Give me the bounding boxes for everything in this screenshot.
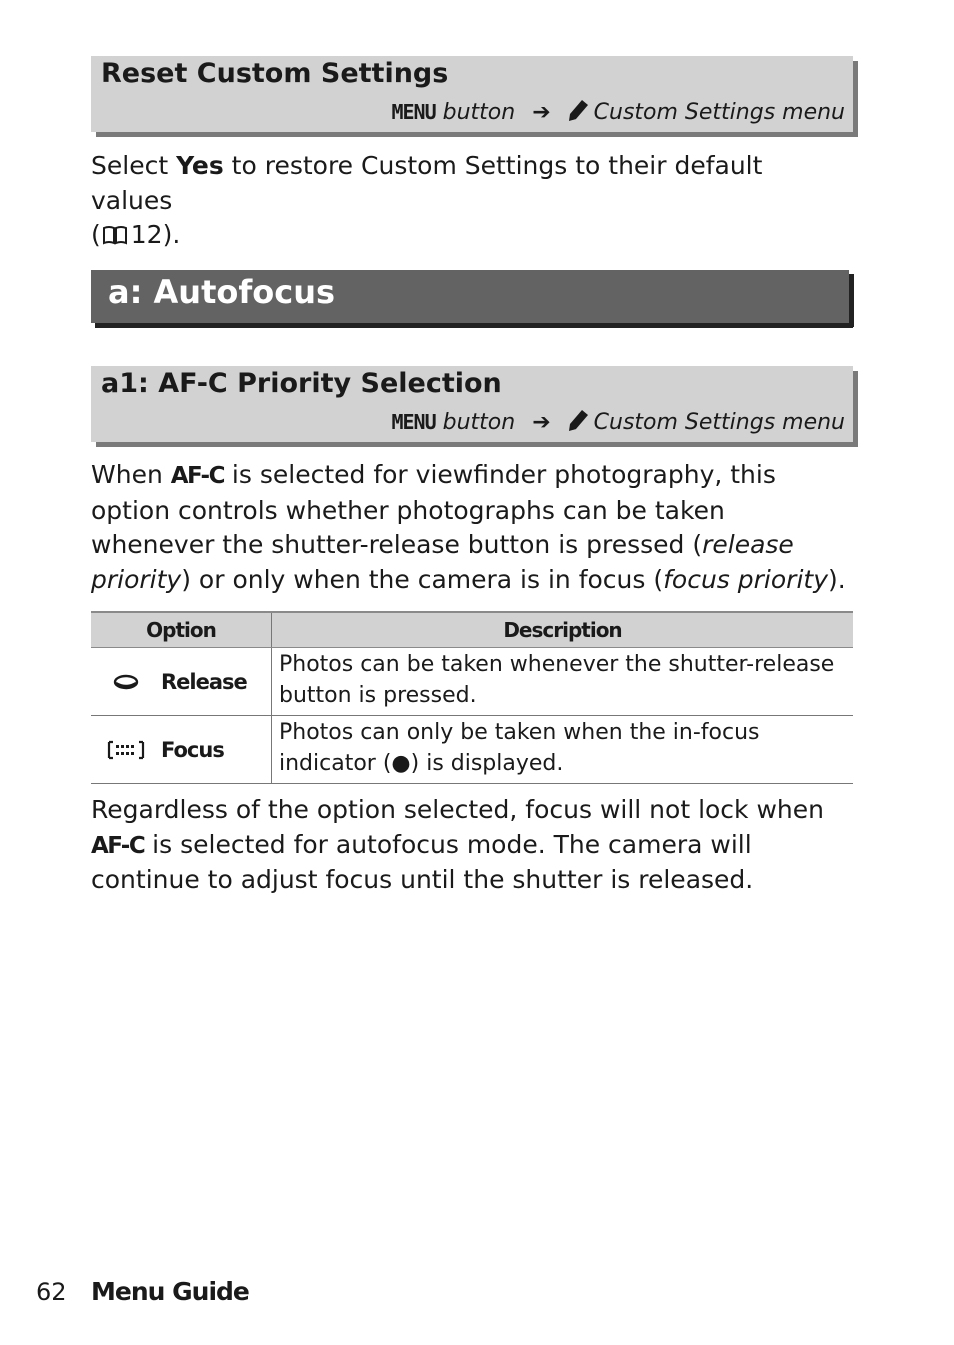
arrow-icon: ➔	[532, 410, 551, 435]
reset-description	[91, 149, 851, 255]
section-title: a1: AF-C Priority Selection	[101, 368, 502, 399]
options-table	[91, 611, 853, 784]
focus-icon	[91, 740, 161, 760]
text: ) is displayed.	[410, 751, 564, 776]
a1-intro	[91, 458, 856, 597]
page-number: 62	[36, 1278, 67, 1306]
menu-path-button-text: button	[442, 100, 516, 125]
in-focus-indicator-icon: ●	[391, 751, 411, 776]
af-c-label: AF-C	[91, 832, 145, 859]
chapter-bar	[91, 270, 849, 323]
pencil-icon	[568, 408, 590, 438]
menu-path-name: Custom Settings menu	[593, 410, 845, 435]
af-c-label: AF-C	[170, 463, 224, 489]
description-cell	[272, 716, 854, 784]
option-name: Focus	[161, 737, 224, 762]
book-icon	[102, 220, 128, 255]
text: ).	[162, 220, 181, 250]
release-priority-term: release priority	[91, 530, 794, 594]
menu-path	[391, 98, 845, 128]
a1-outro	[91, 793, 856, 898]
yes-label: Yes	[176, 151, 224, 180]
text: Select	[91, 151, 177, 180]
section-title: Reset Custom Settings	[101, 58, 449, 89]
column-header-description: Description	[272, 612, 854, 648]
option-cell	[91, 716, 272, 784]
table-header-row	[91, 612, 853, 648]
section-header-reset	[91, 56, 853, 132]
arrow-icon: ➔	[532, 100, 551, 125]
text: to restore Custom Settings to their default values	[91, 151, 763, 215]
menu-button-label: MENU	[391, 100, 436, 124]
release-icon	[91, 674, 161, 690]
menu-path-button-text: button	[442, 410, 516, 435]
menu-path	[391, 408, 845, 438]
focus-priority-term: focus priority	[663, 564, 828, 594]
page-reference[interactable]: 12	[130, 220, 163, 250]
option-cell	[91, 648, 272, 716]
option-name: Release	[161, 669, 247, 694]
text: ) or only when the camera is in focus (	[181, 564, 664, 594]
description-cell: Photos can be taken whenever the shutter-release button is pressed.	[272, 648, 854, 716]
table-row	[91, 716, 853, 784]
text: (	[91, 220, 101, 250]
section-header-a1	[91, 366, 853, 442]
text: Photos can only be taken when the in-focus indicator (	[279, 720, 760, 776]
chapter-title: a: Autofocus	[108, 273, 336, 311]
column-header-option: Option	[91, 612, 272, 648]
footer-title: Menu Guide	[91, 1277, 249, 1306]
text: is selected for viewfinder photography, this option controls whether photographs can be taken whenever the shutter-release button is pressed (	[91, 460, 776, 560]
text: Regardless of the option selected, focus will not lock when	[91, 795, 824, 824]
table-row	[91, 648, 853, 716]
text: ).	[828, 564, 846, 594]
pencil-icon	[568, 98, 590, 128]
text: When	[91, 460, 171, 489]
menu-button-label: MENU	[391, 410, 436, 434]
menu-path-name: Custom Settings menu	[593, 100, 845, 125]
text: is selected for autofocus mode. The camera will continue to adjust focus until the shutter is released.	[91, 829, 754, 895]
